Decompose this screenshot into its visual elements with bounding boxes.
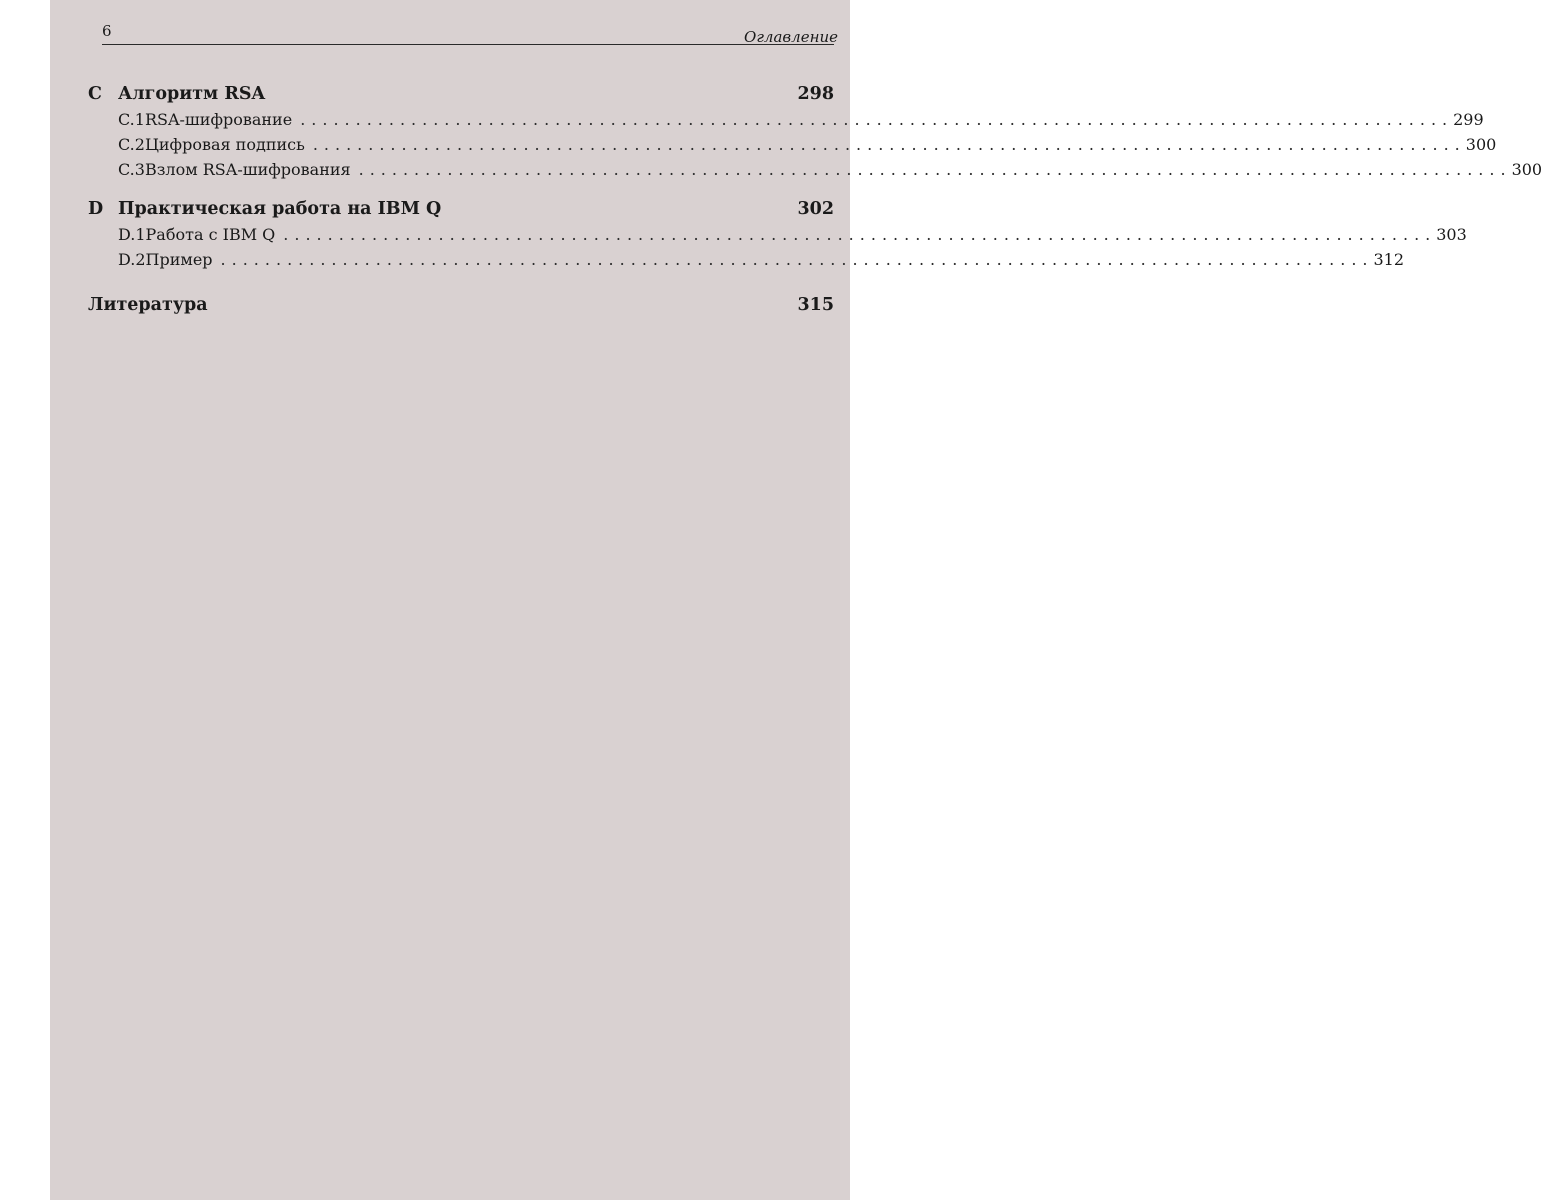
section-title: Цифровая подпись — [144, 135, 305, 154]
toc-section — [88, 250, 1405, 275]
dot-leader: ........................................................................................................ — [358, 160, 1512, 179]
literature-title: Литература — [88, 295, 208, 315]
section-number: C.2 — [118, 135, 145, 154]
section-page: 303 — [1436, 225, 1467, 244]
chapter-title: Алгоритм RSA — [118, 84, 266, 104]
toc-chapter-c — [88, 84, 834, 110]
chapter-letter: C — [88, 84, 102, 104]
section-number: D.2 — [118, 250, 146, 269]
section-title: Пример — [145, 250, 213, 269]
section-title: Взлом RSA-шифрования — [144, 160, 351, 179]
section-title: Работа с IBM Q — [145, 225, 276, 244]
section-page: 299 — [1453, 110, 1484, 129]
dot-leader: ........................................................................................................ — [220, 250, 1374, 269]
chapter-page: 298 — [797, 84, 834, 104]
chapter-letter: D — [88, 199, 104, 219]
dot-leader: ........................................................................................................ — [283, 225, 1437, 244]
section-number: D.1 — [118, 225, 146, 244]
dot-leader: ........................................................................................................ — [312, 135, 1466, 154]
page-number: 6 — [102, 22, 112, 40]
toc-literature — [88, 295, 834, 321]
book-page — [50, 0, 1542, 1200]
section-page: 312 — [1373, 250, 1405, 269]
toc-section — [88, 160, 1542, 185]
toc-section — [88, 225, 1467, 250]
spacer — [88, 275, 834, 295]
running-title: Оглавление — [744, 28, 838, 46]
running-head — [102, 22, 838, 46]
dot-leader: ........................................................................................................ — [300, 110, 1454, 129]
section-title: RSA-шифрование — [144, 110, 293, 129]
chapter-title: Практическая работа на IBM Q — [118, 199, 442, 219]
section-number: C.1 — [118, 110, 145, 129]
toc-section — [88, 135, 1497, 160]
section-number: C.3 — [118, 160, 145, 179]
toc-section — [88, 110, 1484, 135]
spacer — [88, 185, 834, 199]
table-of-contents — [88, 84, 1542, 321]
section-page: 300 — [1465, 135, 1497, 154]
toc-chapter-d — [88, 199, 834, 225]
literature-page: 315 — [797, 295, 834, 315]
chapter-page: 302 — [797, 199, 834, 219]
section-page: 300 — [1511, 160, 1542, 179]
